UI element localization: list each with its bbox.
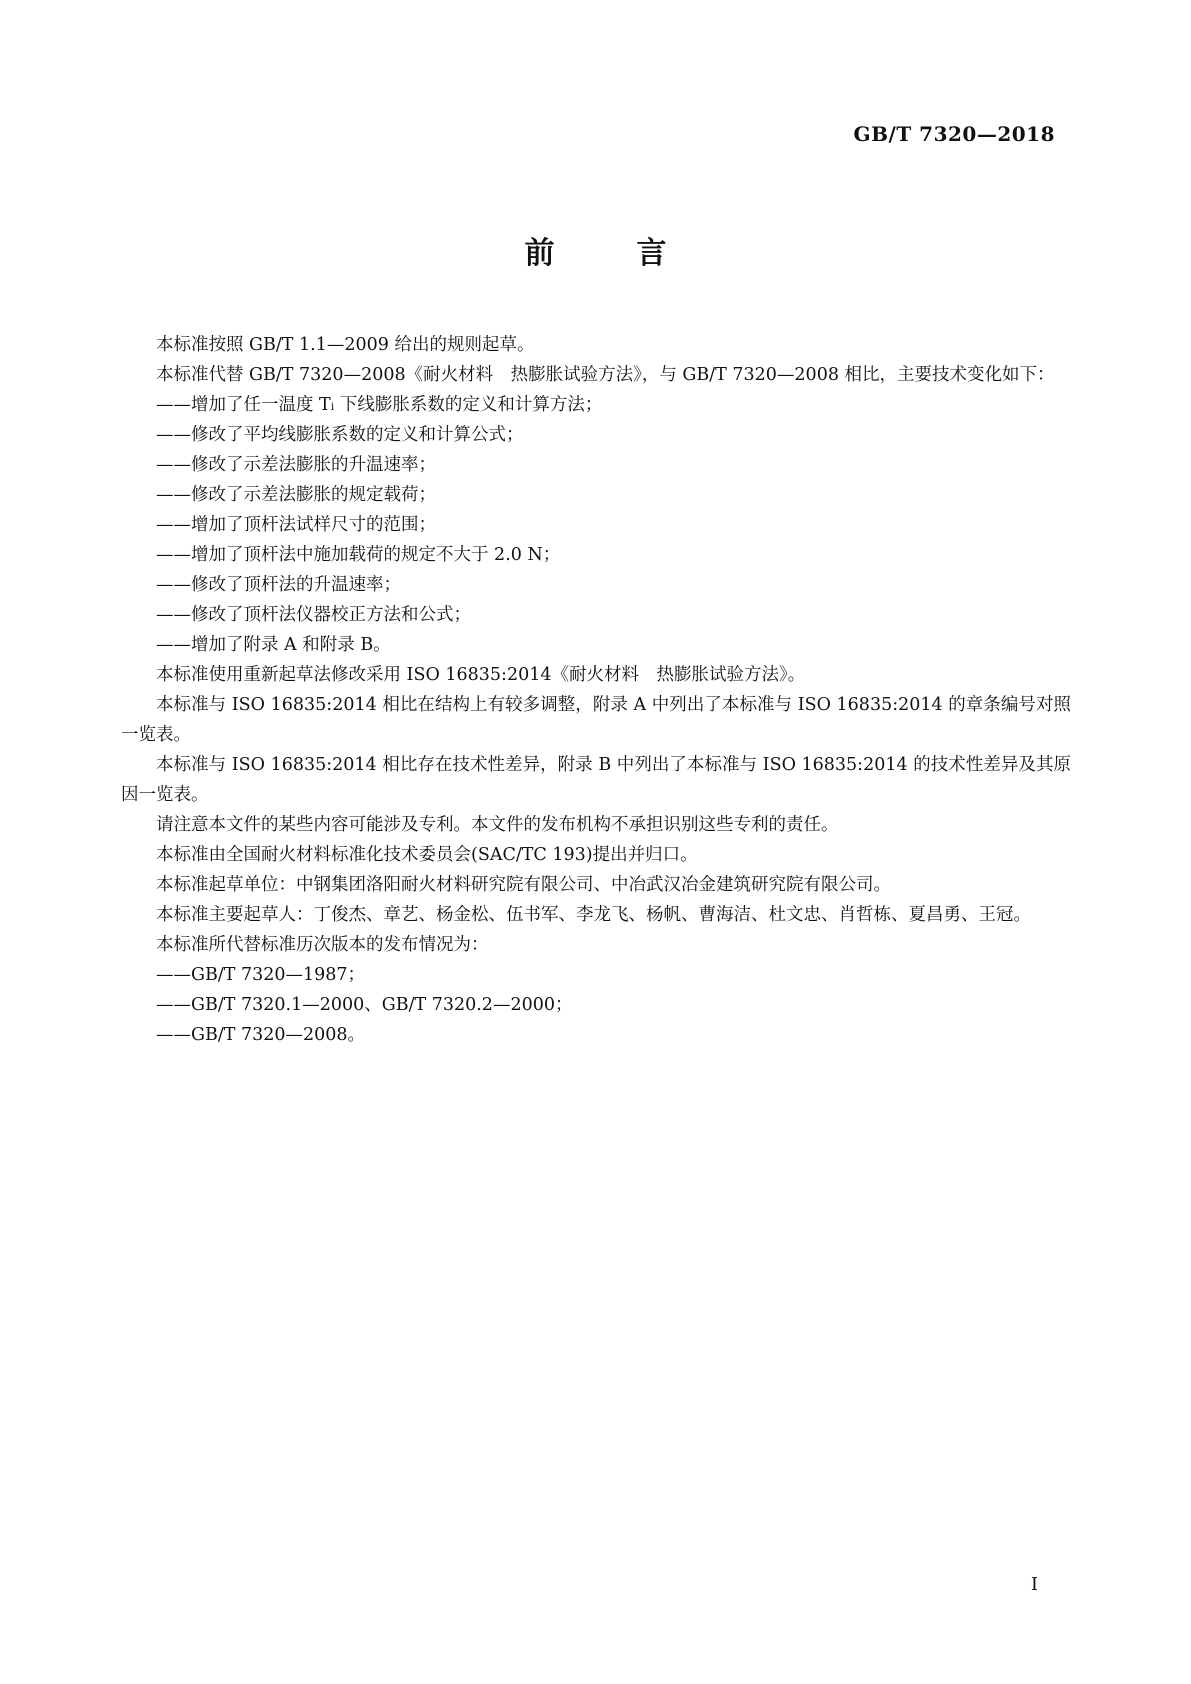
change-item: ——增加了附录 A 和附录 B。 [156,635,391,655]
paragraph: 请注意本文件的某些内容可能涉及专利。本文件的发布机构不承担识别这些专利的责任。 [156,815,839,835]
paragraph: 本标准与 ISO 16835:2014 相比存在技术性差异，附录 B 中列出了本标准与 ISO 16835:2014 的技术性差异及其原因一览表。 [121,755,1071,805]
paragraph: 本标准按照 GB/T 1.1—2009 给出的规则起草。 [156,335,535,355]
change-item: ——增加了顶杆法试样尺寸的范围； [156,515,436,535]
change-item: ——修改了示差法膨胀的升温速率； [156,455,436,475]
history-item: ——GB/T 7320—1987； [156,965,366,985]
change-item: ——增加了任一温度 Tᵢ 下线膨胀系数的定义和计算方法； [156,395,603,415]
history-item: ——GB/T 7320—2008。 [156,1025,366,1045]
page-number: I [1030,1574,1038,1595]
page-title: 前 言 [524,236,693,271]
paragraph: 本标准代替 GB/T 7320—2008《耐火材料 热膨胀试验方法》，与 GB/T 7320—2008 相比，主要技术变化如下： [156,365,1055,385]
standard-code: GB/T 7320—2018 [853,122,1055,146]
paragraph: 本标准主要起草人：丁俊杰、章艺、杨金松、伍书军、李龙飞、杨帆、曹海洁、杜文忠、肖哲栋、夏昌勇、王冠。 [156,905,1031,925]
paragraph: 本标准与 ISO 16835:2014 相比在结构上有较多调整，附录 A 中列出了本标准与 ISO 16835:2014 的章条编号对照一览表。 [121,695,1071,745]
foreword-body [121,330,1071,1050]
change-item: ——修改了示差法膨胀的规定载荷； [156,485,436,505]
paragraph: 本标准由全国耐火材料标准化技术委员会(SAC/TC 193)提出并归口。 [156,845,698,865]
paragraph: 本标准使用重新起草法修改采用 ISO 16835:2014《耐火材料 热膨胀试验方法》。 [156,665,806,685]
change-item: ——修改了平均线膨胀系数的定义和计算公式； [156,425,524,445]
paragraph: 本标准所代替标准历次版本的发布情况为： [156,935,489,955]
change-item: ——修改了顶杆法仪器校正方法和公式； [156,605,471,625]
change-item: ——增加了顶杆法中施加载荷的规定不大于 2.0 N； [156,545,561,565]
history-item: ——GB/T 7320.1—2000、GB/T 7320.2—2000； [156,995,573,1015]
paragraph: 本标准起草单位：中钢集团洛阳耐火材料研究院有限公司、中冶武汉冶金建筑研究院有限公司。 [156,875,891,895]
change-item: ——修改了顶杆法的升温速率； [156,575,401,595]
